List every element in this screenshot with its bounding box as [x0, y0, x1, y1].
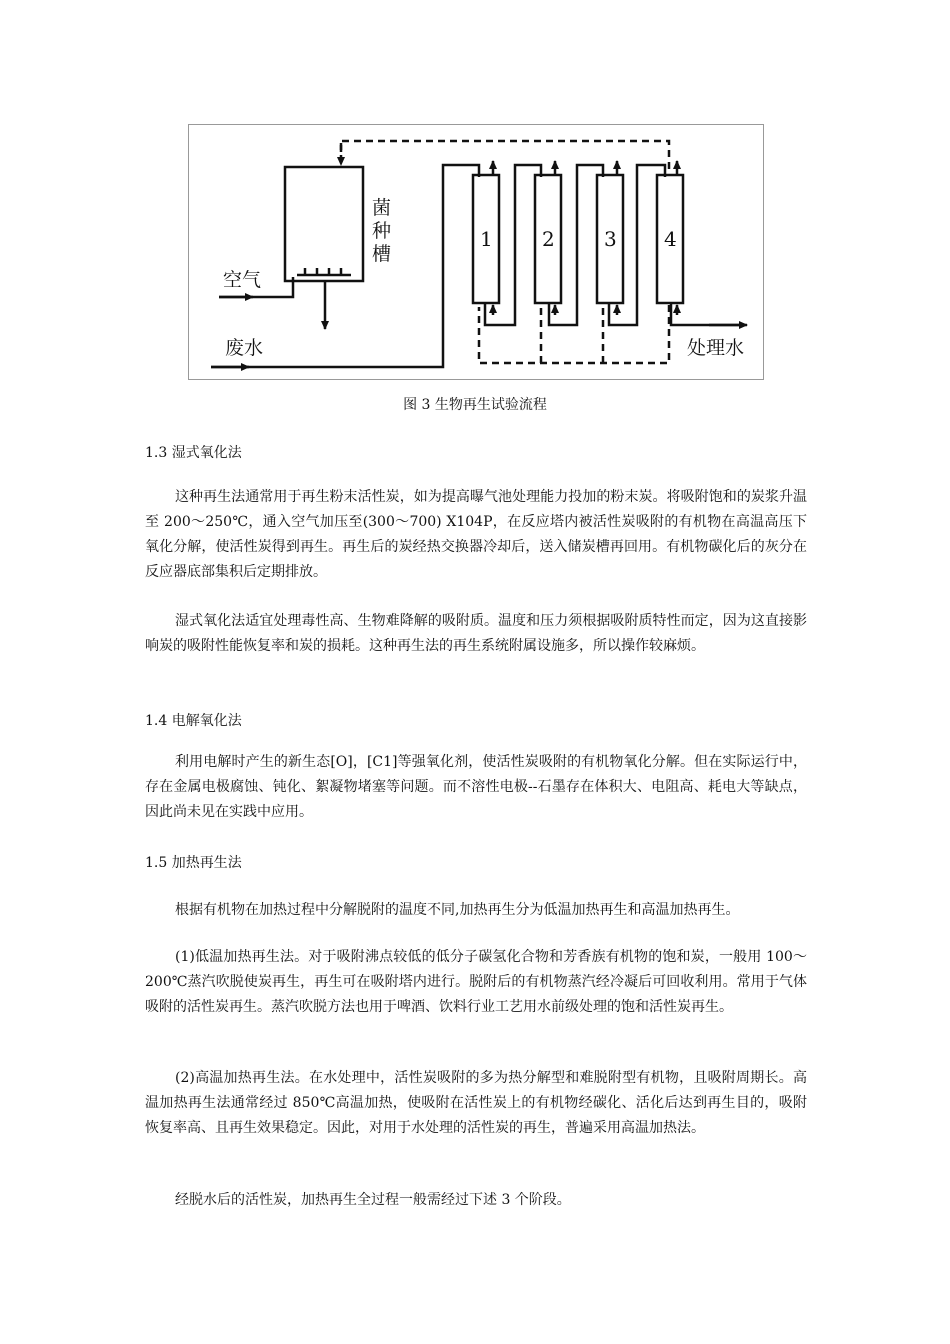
- section-heading: 1.5 加热再生法: [145, 855, 242, 871]
- link-2-3: [549, 165, 603, 325]
- column-number-2: 2: [542, 227, 555, 251]
- section-heading: 1.3 湿式氧化法: [145, 445, 242, 461]
- paragraph: 根据有机物在加热过程中分解脱附的温度不同,加热再生分为低温加热再生和高温加热再生。: [175, 902, 740, 918]
- figure-caption: 图 3 生物再生试验流程: [403, 397, 547, 413]
- link-1-2: [485, 165, 541, 325]
- paragraph: 经脱水后的活性炭，加热再生全过程一般需经过下述 3 个阶段。: [175, 1192, 571, 1208]
- air-label: 空气: [223, 269, 262, 291]
- column-number-1: 1: [480, 227, 493, 251]
- column-number-3: 3: [604, 227, 617, 251]
- recycle-bottom: [479, 305, 669, 363]
- paragraph: (2)高温加热再生法。在水处理中，活性炭吸附的多为热分解型和难脱附型有机物，且吸附周期长。高温加热再生法通常经过 850℃高温加热，使吸附在活性炭上的有机物经碳化、活化后达到再生目的，吸附恢复率高、且再生效果稳定。因此，对用于水处理的活性炭的再生，普遍采用高温加热法。: [145, 1070, 807, 1136]
- recycle-top: [341, 141, 669, 169]
- section-heading: 1.4 电解氧化法: [145, 713, 242, 729]
- wastewater-label: 废水: [225, 337, 264, 359]
- bacteria-tank: [285, 167, 363, 281]
- process-flow-figure: [188, 124, 764, 380]
- paragraph: (1)低温加热再生法。对于吸附沸点较低的低分子碳氢化合物和芳香族有机物的饱和炭，一般用 100～200℃蒸汽吹脱使炭再生，再生可在吸附塔内进行。脱附后的有机物蒸汽经冷凝后可回收利用。常用于气体吸附的活性炭再生。蒸汽吹脱方法也用于啤酒、饮料行业工艺用水前级处理的饱和活性炭再生。: [145, 949, 807, 1015]
- flow-diagram: [189, 125, 765, 381]
- treated-water-label: 处理水: [687, 337, 745, 359]
- treated-water-line: [671, 303, 741, 325]
- paragraph: 湿式氧化法适宜处理毒性高、生物难降解的吸附质。温度和压力须根据吸附质特性而定，因为这直接影响炭的吸附性能恢复率和炭的损耗。这种再生法的再生系统附属设施多，所以操作较麻烦。: [145, 613, 807, 654]
- paragraph: 这种再生法通常用于再生粉末活性炭，如为提高曝气池处理能力投加的粉末炭。将吸附饱和的炭浆升温至 200～250℃，通入空气加压至(300～700) X104P，在反应塔内被活性炭吸附的有机物在高温高压下氧化分解，使活性炭得到再生。再生后的炭经热交换器冷却后，送入储炭槽再回用。有机物碳化后的灰分在反应器底部集积后定期排放。: [145, 489, 807, 580]
- paragraph: 利用电解时产生的新生态[O]，[C1]等强氧化剂，使活性炭吸附的有机物氧化分解。但在实际运行中，存在金属电极腐蚀、钝化、絮凝物堵塞等问题。而不溶性电极--石墨存在体积大、电阻高、耗电大等缺点，因此尚未见在实践中应用。: [145, 754, 807, 820]
- tank-label: 菌种槽: [372, 197, 392, 265]
- column-number-4: 4: [664, 227, 677, 251]
